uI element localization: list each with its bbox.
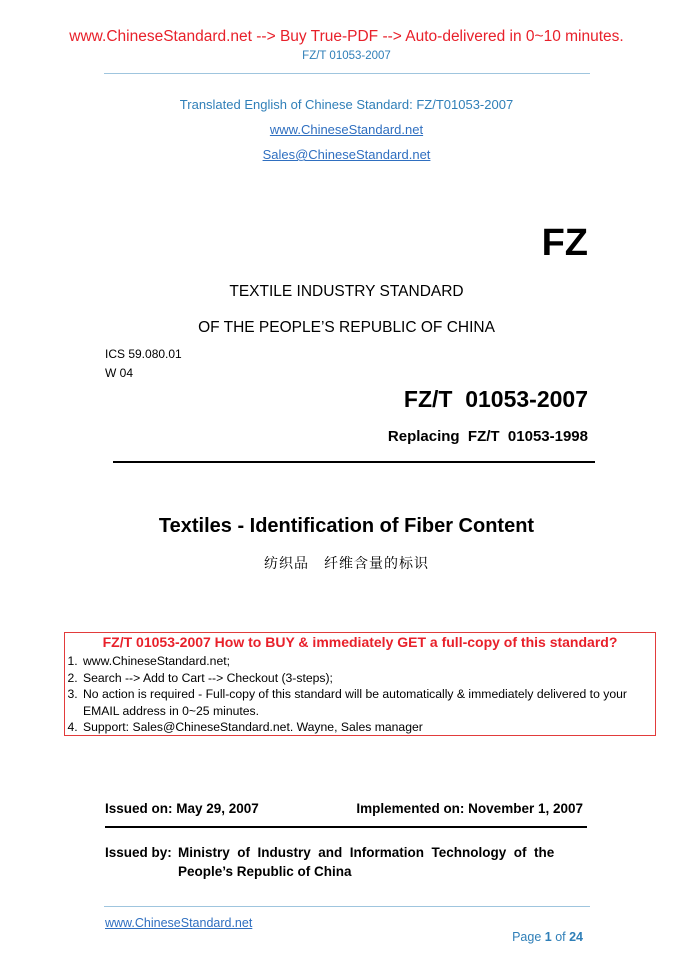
intro-website-row: [0, 122, 693, 137]
buy-box-title: FZ/T 01053-2007 How to BUY & immediately GET a full-copy of this standard?: [102, 634, 618, 650]
intro-email-row: [0, 147, 693, 162]
industry-standard-line1: TEXTILE INDUSTRY STANDARD: [229, 283, 464, 300]
issued-by-label: Issued by:: [105, 845, 172, 860]
issued-on: Issued on: May 29, 2007: [105, 801, 259, 816]
title-rule: [113, 461, 595, 463]
issued-by-line2: People’s Republic of China: [178, 864, 352, 879]
issue-rule: [105, 826, 587, 828]
page-current: 1: [544, 930, 552, 944]
buy-step: 3. No action is required - Full-copy of this standard will be automatically & immediately delivered to your EMAIL address in 0~25 minutes.: [81, 686, 651, 719]
header-rule: [104, 73, 590, 74]
header-code: FZ/T 01053-2007: [302, 50, 391, 62]
standard-number: FZ/T 01053-2007: [403, 386, 588, 412]
buy-step[interactable]: 1. www.ChineseStandard.net;: [81, 653, 651, 670]
industry-standard-line2: OF THE PEOPLE’S REPUBLIC OF CHINA: [198, 319, 495, 336]
w-code: W 04: [105, 366, 134, 380]
buy-step: 4. Support: Sales@ChineseStandard.net. Wayne, Sales manager: [81, 719, 651, 736]
page-total: 24: [569, 930, 583, 944]
page-indicator: [505, 916, 583, 944]
website-link[interactable]: www.ChineseStandard.net: [269, 122, 424, 137]
footer-rule: [104, 906, 590, 907]
footer-website-link[interactable]: www.ChineseStandard.net: [105, 916, 253, 930]
ics-code: ICS 59.080.01: [105, 347, 182, 361]
page-prefix: Page: [512, 930, 545, 944]
promo-banner[interactable]: www.ChineseStandard.net --> Buy True-PDF --> Auto-delivered in 0~10 minutes.: [69, 28, 624, 45]
title-english: Textiles - Identification of Fiber Content: [158, 515, 535, 537]
buy-instructions-box: [64, 632, 656, 736]
footer-website-row: [105, 916, 252, 930]
replacing-note: Replacing FZ/T 01053-1998: [387, 428, 588, 445]
email-link[interactable]: Sales@ChineseStandard.net: [262, 147, 431, 162]
implemented-on: Implemented on: November 1, 2007: [356, 801, 583, 816]
buy-step: 2. Search --> Add to Cart --> Checkout (3-steps);: [81, 670, 651, 687]
standard-mark: FZ: [541, 222, 588, 264]
page-of: of: [551, 930, 570, 944]
issued-by-line1: Ministry of Industry and Information Technology of the: [178, 845, 555, 860]
translated-note: Translated English of Chinese Standard: FZ/T01053-2007: [179, 97, 514, 112]
buy-steps-list: [65, 653, 651, 736]
title-chinese: 纺织品 纤维含量的标识: [264, 555, 429, 571]
